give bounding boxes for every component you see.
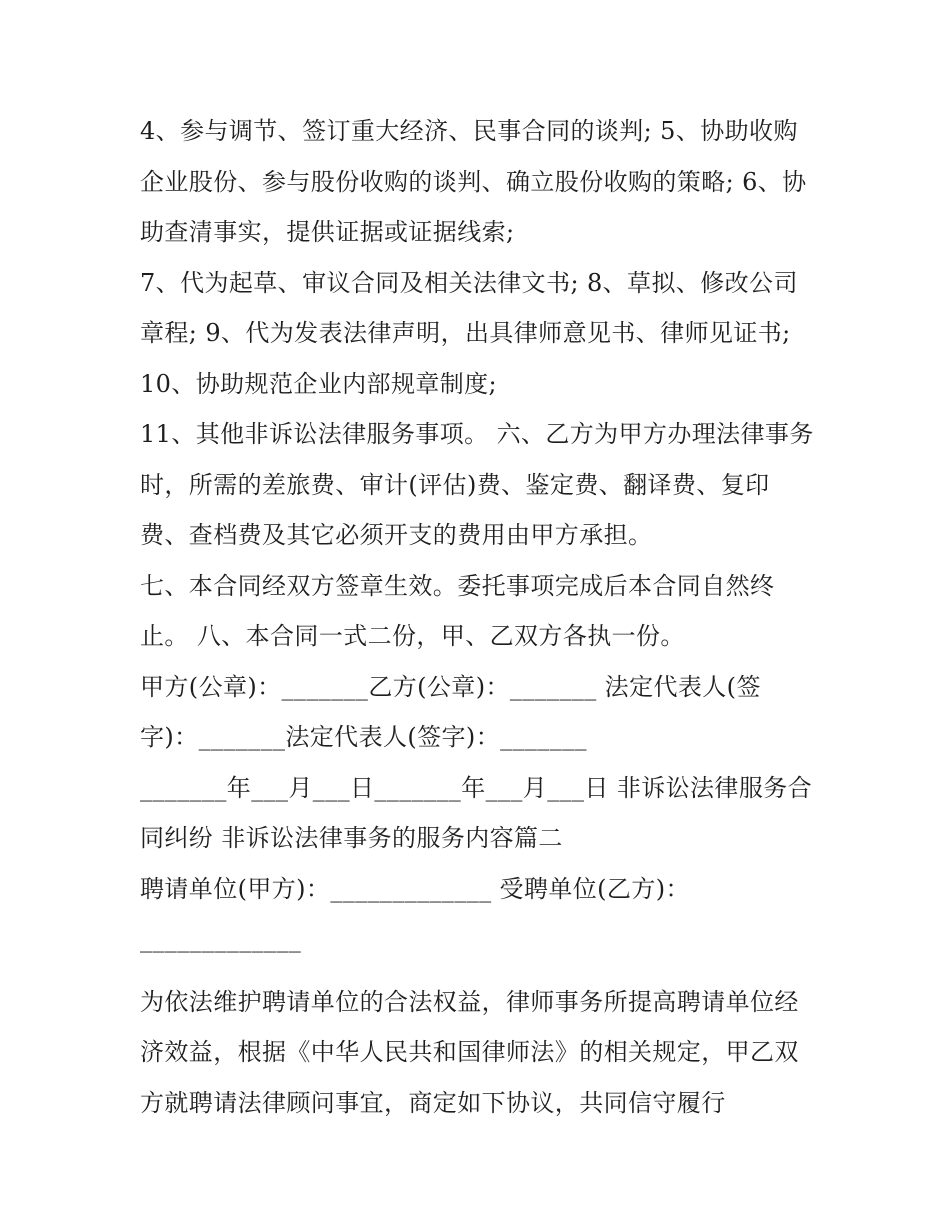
text-line: 止。 八、本合同一式二份，甲、乙双方各执一份。: [140, 622, 685, 650]
text-line: 方就聘请法律顾问事宜，商定如下协议，共同信守履行: [140, 1088, 726, 1117]
date-line: _______年___月___日_______年___月___日 非诉讼法律服务合: [140, 773, 813, 802]
paragraph-gap: [140, 965, 820, 977]
text-line: 为依法维护聘请单位的合法权益，律师事务所提高聘请单位经: [140, 987, 799, 1016]
text-line: 七、本合同经双方签章生效。委托事项完成后本合同自然终: [140, 571, 775, 600]
signature-line: 甲方(公章)：_______乙方(公章)：_______ 法定代表人(签: [140, 672, 761, 701]
text-line: 章程; 9、代为发表法律声明，出具律师意见书、律师见证书;: [140, 319, 791, 347]
parties-blank-line: _____________: [140, 925, 302, 953]
text-line: 7、代为起草、审议合同及相关法律文书; 8、草拟、修改公司: [140, 268, 798, 297]
section-title-line: 同纠纷 非诉讼法律事务的服务内容篇二: [140, 824, 563, 852]
text-line: 10、协助规范企业内部规章制度;: [140, 369, 498, 398]
text-line: 济效益，根据《中华人民共和国律师法》的相关规定，甲乙双: [140, 1038, 799, 1066]
signature-line: 字)：_______法定代表人(签字)：_______: [140, 723, 587, 751]
text-line: 费、查档费及其它必须开支的费用由甲方承担。: [140, 521, 653, 549]
text-line: 11、其他非诉讼法律服务事项。 六、乙方为甲方办理法律事务: [140, 420, 814, 448]
text-line: 助查清事实，提供证据或证据线索;: [140, 218, 515, 246]
text-line: 4、参与调节、签订重大经济、民事合同的谈判; 5、协助收购: [140, 117, 798, 145]
text-line: 企业股份、参与股份收购的谈判、确立股份收购的策略; 6、协: [140, 167, 807, 196]
text-line: 时，所需的差旅费、审计(评估)费、鉴定费、翻译费、复印: [140, 470, 770, 499]
parties-line: 聘请单位(甲方)：_____________ 受聘单位(乙方)：: [140, 874, 690, 903]
document-body: [140, 106, 820, 1128]
